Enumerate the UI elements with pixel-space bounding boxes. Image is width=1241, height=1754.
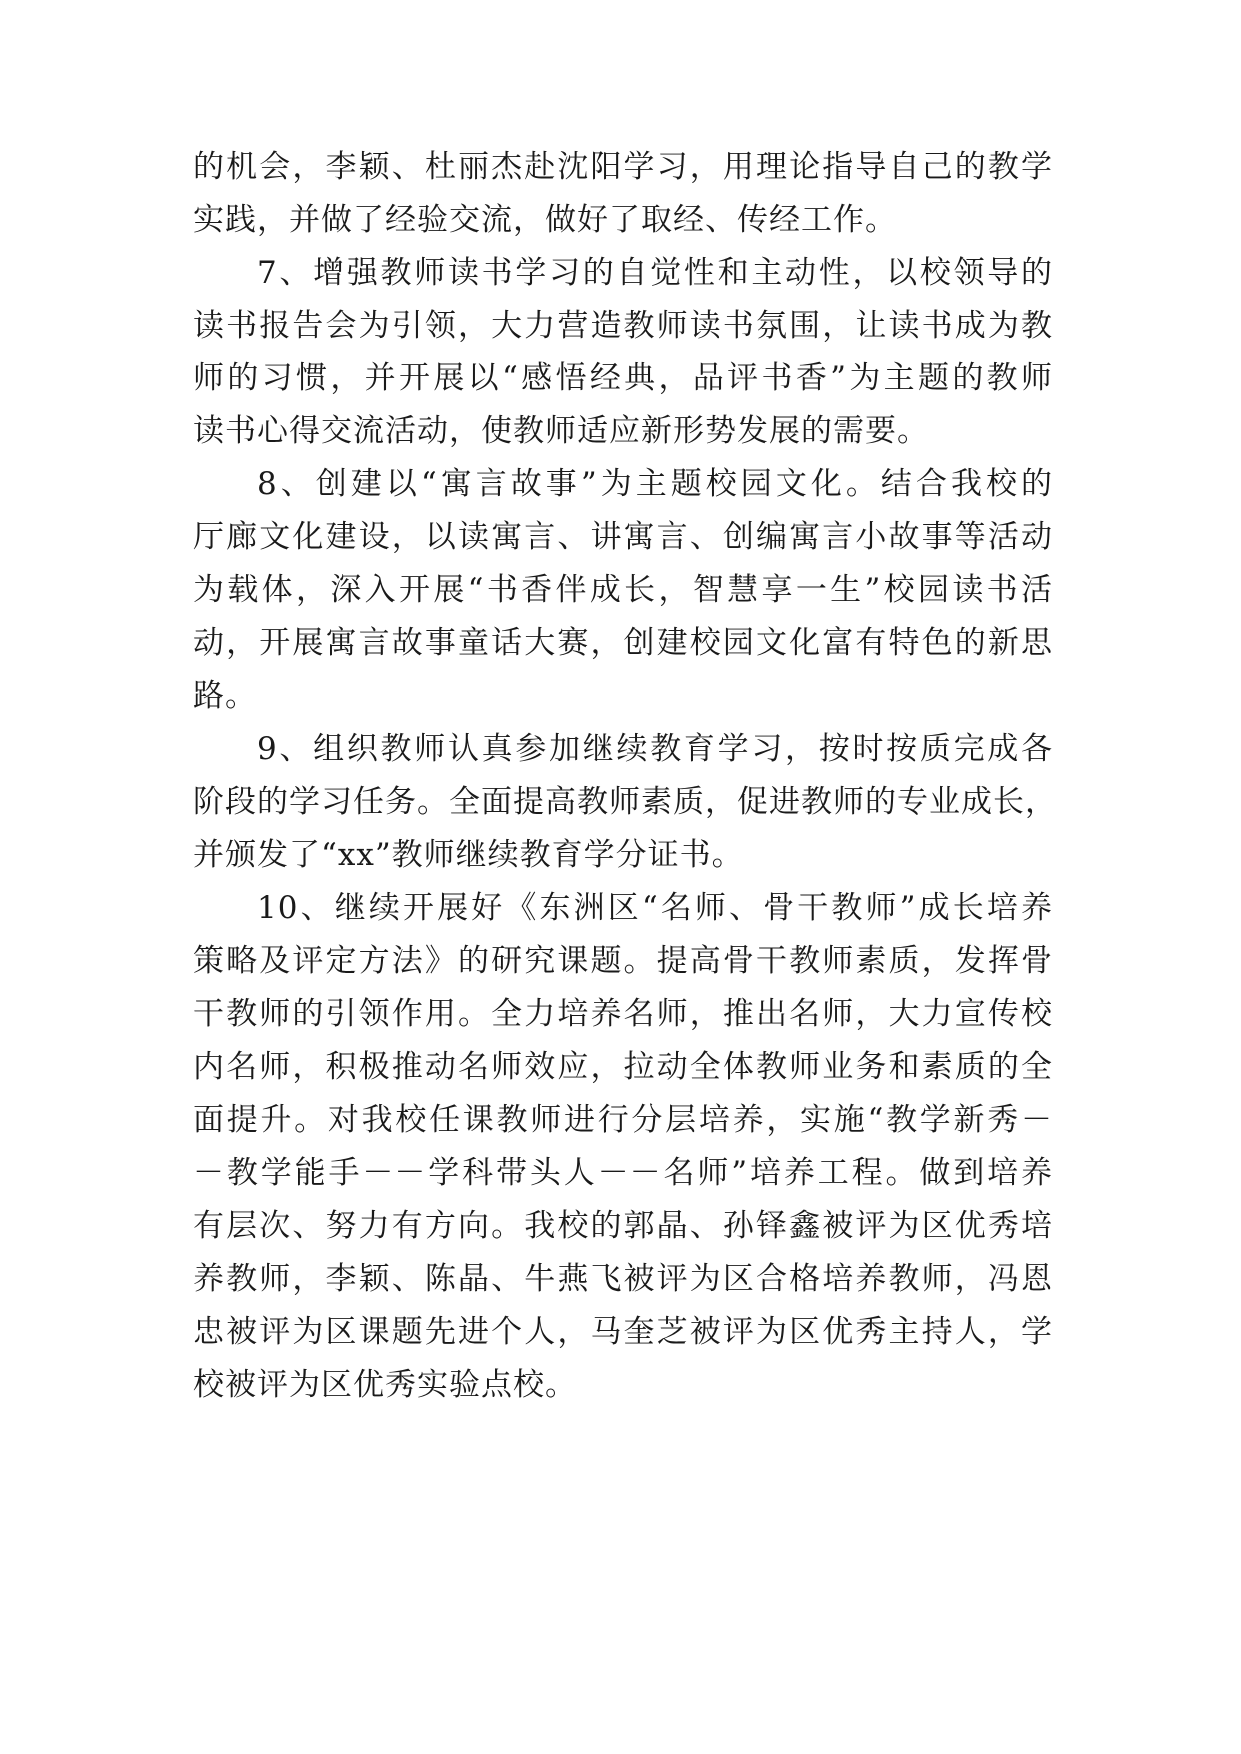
paragraph-line: 忠被评为区课题先进个人，马奎芝被评为区优秀主持人，学 xyxy=(193,1314,1053,1350)
paragraph-line: 动，开展寓言故事童话大赛，创建校园文化富有特色的新思 xyxy=(193,625,1053,661)
paragraph-line: 7、增强教师读书学习的自觉性和主动性，以校领导的 xyxy=(257,255,1053,291)
paragraph-line: 厅廊文化建设，以读寓言、讲寓言、创编寓言小故事等活动 xyxy=(193,519,1053,555)
paragraph-line: －教学能手－－学科带头人－－名师”培养工程。做到培养 xyxy=(193,1155,1053,1191)
paragraph-line: 阶段的学习任务。全面提高教师素质，促进教师的专业成长， xyxy=(193,784,1057,820)
paragraph-line: 为载体，深入开展“书香伴成长，智慧享一生”校园读书活 xyxy=(193,572,1053,608)
paragraph-line: 内名师，积极推动名师效应，拉动全体教师业务和素质的全 xyxy=(193,1049,1053,1085)
paragraph-line: 9、组织教师认真参加继续教育学习，按时按质完成各 xyxy=(257,731,1053,767)
paragraph-line: 面提升。对我校任课教师进行分层培养，实施“教学新秀－ xyxy=(193,1102,1053,1138)
paragraph-line: 8、创建以“寓言故事”为主题校园文化。结合我校的 xyxy=(257,466,1053,502)
paragraph-line: 的机会，李颖、杜丽杰赴沈阳学习，用理论指导自己的教学 xyxy=(193,149,1053,185)
paragraph-line: 干教师的引领作用。全力培养名师，推出名师，大力宣传校 xyxy=(193,996,1053,1032)
paragraph-line: 策略及评定方法》的研究课题。提高骨干教师素质，发挥骨 xyxy=(193,943,1053,979)
paragraph-line: 路。 xyxy=(193,678,257,714)
paragraph-line: 读书报告会为引领，大力营造教师读书氛围，让读书成为教 xyxy=(193,308,1053,344)
paragraph-line: 实践，并做了经验交流，做好了取经、传经工作。 xyxy=(193,202,897,238)
paragraph-line: 师的习惯，并开展以“感悟经典，品评书香”为主题的教师 xyxy=(193,360,1053,396)
paragraph-line: 读书心得交流活动，使教师适应新形势发展的需要。 xyxy=(193,413,929,449)
paragraph-line: 养教师，李颖、陈晶、牛燕飞被评为区合格培养教师，冯恩 xyxy=(193,1261,1053,1297)
paragraph-line: 并颁发了“xx”教师继续教育学分证书。 xyxy=(193,837,744,873)
paragraph-line: 10、继续开展好《东洲区“名师、骨干教师”成长培养 xyxy=(257,890,1053,926)
paragraph-line: 校被评为区优秀实验点校。 xyxy=(193,1367,577,1403)
paragraph-line: 有层次、努力有方向。我校的郭晶、孙铎鑫被评为区优秀培 xyxy=(193,1208,1053,1244)
